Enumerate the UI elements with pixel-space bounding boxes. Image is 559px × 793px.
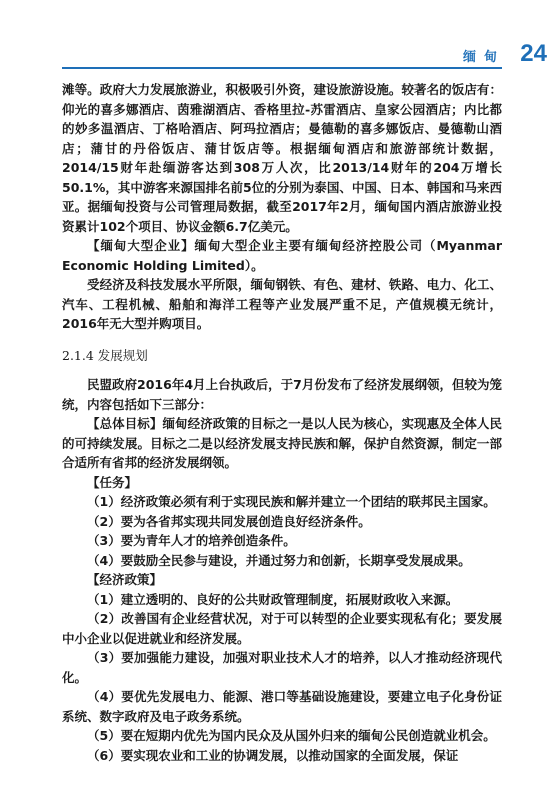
paragraph: 民盟政府2016年4月上台执政后，于7月份发布了经济发展纲领，但较为笼统，内容包括如下三部分：	[62, 377, 502, 412]
subheading: 【经济政策】	[87, 572, 163, 587]
section-heading: 2.1.4 发展规划	[62, 347, 148, 363]
list-item: （2）要为各省邦实现共同发展创造良好经济条件。	[87, 513, 371, 529]
list-item: （3）要加强能力建设，加强对职业技术人才的培养，以人才推动经济现代化。	[62, 650, 502, 685]
list-item: （2）改善国有企业经营状况，对于可以转型的企业要实现私有化；要发展中小企业以促进就业和经济发展。	[62, 611, 502, 646]
paragraph: 【总体目标】缅甸经济政策的目标之一是以人民为核心，实现惠及全体人民的可持续发展。目标之二是以经济发展支持民族和解，保护自然资源，制定一部合适所有省邦的经济发展纲领。	[62, 416, 502, 470]
page-header	[0, 40, 559, 80]
subheading: 【任务】	[87, 474, 138, 490]
list-item: （4）要优先发展电力、能源、港口等基础设施建设，要建立电子化身份证系统、数字政府及电子政务系统。	[62, 689, 502, 724]
list-item: （1）经济政策必须有利于实现民族和解并建立一个团结的联邦民主国家。	[87, 494, 496, 509]
paragraph: 【缅甸大型企业】缅甸大型企业主要有缅甸经济控股公司（Myanmar Economic Holding Limited）。	[62, 238, 502, 273]
body-text	[62, 80, 502, 765]
list-item: （1）建立透明的、良好的公共财政管理制度，拓展财政收入来源。	[87, 591, 459, 607]
page-number: 24	[520, 40, 547, 67]
list-item: （6）要实现农业和工业的协调发展，以推动国家的全面发展，保证	[87, 747, 459, 763]
running-header-country: 缅甸	[462, 50, 505, 65]
header-rule	[62, 67, 502, 69]
paragraph: 受经济及科技发展水平所限，缅甸钢铁、有色、建材、铁路、电力、化工、汽车、工程机械、船舶和海洋工程等产业发展严重不足，产值规模无统计，2016年无大型并购项目。	[62, 277, 502, 331]
list-item: （5）要在短期内优先为国内民众及从国外归来的缅甸公民创造就业机会。	[87, 728, 496, 743]
list-item: （3）要为青年人才的培养创造条件。	[87, 533, 296, 548]
paragraph: 滩等。政府大力发展旅游业，积极吸引外资，建设旅游设施。较著名的饭店有：仰光的喜多娜酒店、茵雅湖酒店、香格里拉-苏雷酒店、皇家公园酒店；内比都的妙多温酒店、丁格哈酒店、阿玛拉酒店；曼德勒的喜多娜饭店、曼德勒山酒店；蒲甘的丹俗饭店、蒲甘饭店等。根据缅甸酒店和旅游部统计数据，2014/15财年赴缅游客达到308万人次，比2013/14财年的204万增长50.1%，其中游客来源国排名前5位的分别为泰国、中国、日本、韩国和马来西亚。据缅甸投资与公司管理局数据，截至2017年2月，缅甸国内酒店旅游业投资累计102个项目、协议金额6.7亿美元。	[62, 82, 502, 234]
list-item: （4）要鼓励全民参与建设，并通过努力和创新，长期享受发展成果。	[87, 552, 471, 568]
